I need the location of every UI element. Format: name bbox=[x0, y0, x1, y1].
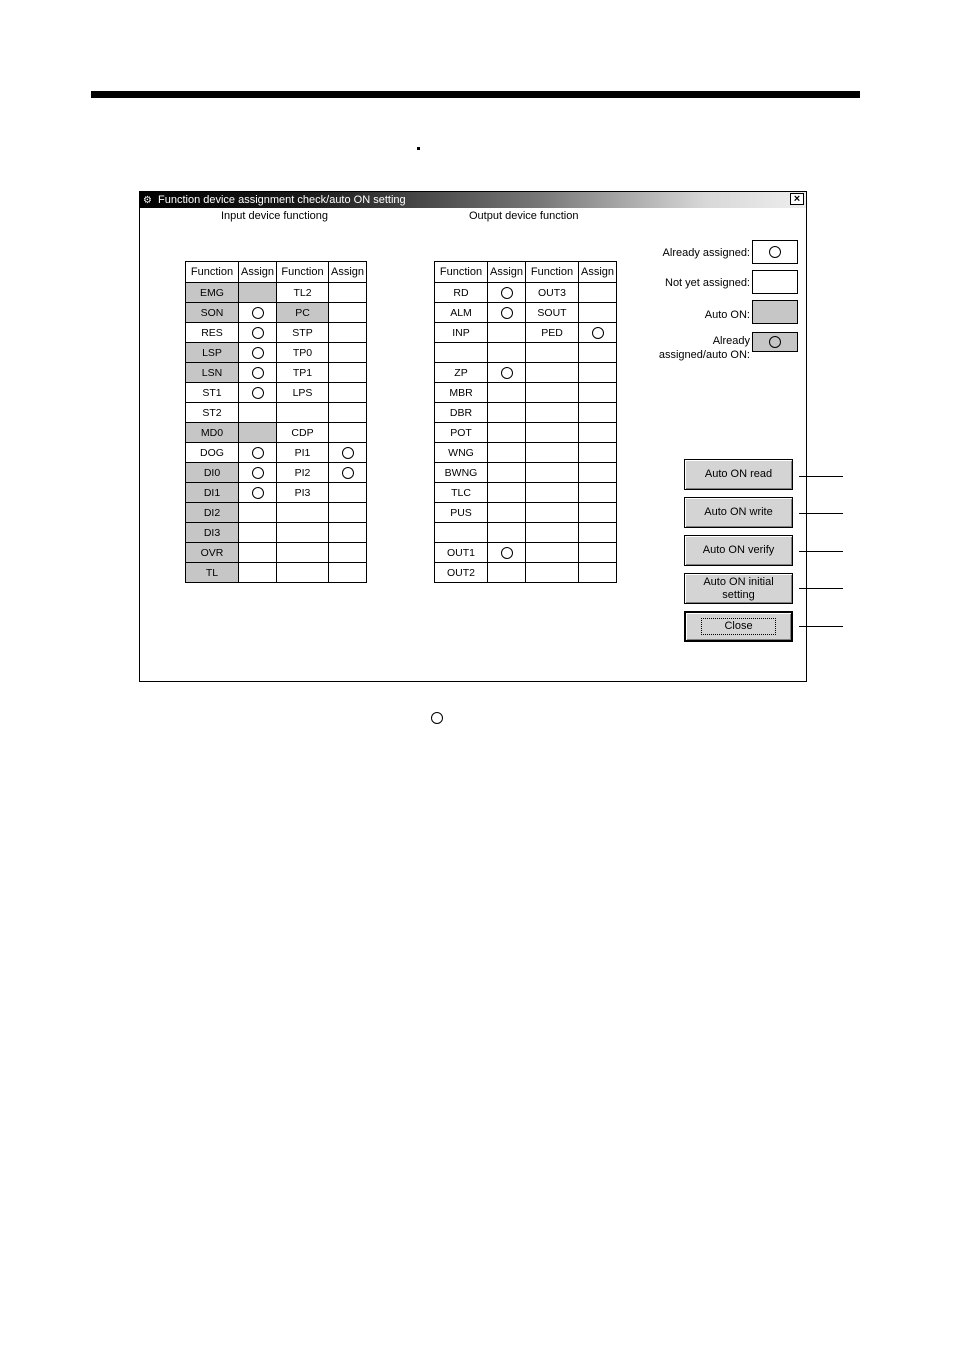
table-row bbox=[435, 523, 617, 543]
assign-cell bbox=[488, 423, 526, 443]
assign-cell bbox=[239, 463, 277, 483]
function-cell: LSP bbox=[186, 343, 239, 363]
function-cell: ST2 bbox=[186, 403, 239, 423]
assigned-circle-icon bbox=[592, 327, 604, 339]
function-cell: LSN bbox=[186, 363, 239, 383]
assigned-circle-icon bbox=[501, 547, 513, 559]
function-cell bbox=[277, 563, 329, 583]
function-cell: OUT2 bbox=[435, 563, 488, 583]
function-cell: WNG bbox=[435, 443, 488, 463]
assign-cell bbox=[329, 543, 367, 563]
function-cell bbox=[526, 563, 579, 583]
function-cell: OVR bbox=[186, 543, 239, 563]
function-cell bbox=[277, 403, 329, 423]
assign-cell bbox=[488, 383, 526, 403]
assign-cell bbox=[579, 443, 617, 463]
table-row bbox=[186, 423, 367, 443]
function-cell: TP1 bbox=[277, 363, 329, 383]
function-cell: DBR bbox=[435, 403, 488, 423]
assignment-dialog bbox=[139, 191, 807, 682]
app-icon: ⚙ bbox=[143, 195, 152, 206]
assign-cell bbox=[579, 403, 617, 423]
auto-on-initial-setting-button[interactable] bbox=[684, 573, 793, 604]
close-button-label: Close bbox=[701, 618, 775, 635]
assign-cell bbox=[239, 543, 277, 563]
callout-line-read bbox=[799, 476, 843, 477]
function-cell: PI1 bbox=[277, 443, 329, 463]
assign-cell bbox=[239, 523, 277, 543]
input-device-table bbox=[185, 261, 367, 583]
assign-cell bbox=[329, 463, 367, 483]
function-cell bbox=[277, 523, 329, 543]
assign-cell bbox=[579, 343, 617, 363]
assign-cell bbox=[239, 403, 277, 423]
table-row bbox=[435, 463, 617, 483]
function-cell: PUS bbox=[435, 503, 488, 523]
header-rule bbox=[91, 91, 860, 98]
assign-cell bbox=[329, 283, 367, 303]
function-cell: RD bbox=[435, 283, 488, 303]
assign-cell bbox=[488, 503, 526, 523]
assign-cell bbox=[579, 323, 617, 343]
function-cell bbox=[526, 503, 579, 523]
legend-already-auto-box bbox=[752, 332, 798, 352]
table-row bbox=[435, 403, 617, 423]
assign-cell bbox=[239, 423, 277, 443]
assign-cell bbox=[239, 343, 277, 363]
callout-line-write bbox=[799, 513, 843, 514]
function-cell bbox=[435, 523, 488, 543]
legend-already-auto-label-1: Already bbox=[712, 335, 750, 347]
function-cell: SON bbox=[186, 303, 239, 323]
function-cell: INP bbox=[435, 323, 488, 343]
assign-cell bbox=[488, 543, 526, 563]
assigned-circle-icon bbox=[501, 287, 513, 299]
assign-cell bbox=[488, 323, 526, 343]
callout-line-close bbox=[799, 626, 843, 627]
assigned-circle-icon bbox=[252, 367, 264, 379]
assigned-circle-icon bbox=[342, 467, 354, 479]
table-row bbox=[435, 423, 617, 443]
table-row bbox=[435, 323, 617, 343]
assigned-circle-icon bbox=[769, 336, 781, 348]
button-label-line-1: Auto ON initial bbox=[703, 575, 774, 588]
assign-cell bbox=[329, 523, 367, 543]
assign-cell bbox=[488, 483, 526, 503]
assign-cell bbox=[488, 463, 526, 483]
assign-cell bbox=[239, 383, 277, 403]
table-row bbox=[186, 303, 367, 323]
assigned-circle-icon bbox=[342, 447, 354, 459]
table-row bbox=[435, 443, 617, 463]
table-row bbox=[435, 563, 617, 583]
col-header-function: Function bbox=[526, 262, 579, 283]
legend-auto-on-box bbox=[752, 300, 798, 324]
assign-cell bbox=[579, 423, 617, 443]
assign-cell bbox=[579, 523, 617, 543]
window-title: Function device assignment check/auto ON setting bbox=[158, 194, 406, 206]
close-button[interactable] bbox=[684, 611, 793, 642]
table-row bbox=[435, 363, 617, 383]
function-cell bbox=[526, 403, 579, 423]
table-row bbox=[186, 463, 367, 483]
legend-already-auto-label-2: assigned/auto ON: bbox=[658, 349, 750, 361]
assign-cell bbox=[239, 283, 277, 303]
function-cell bbox=[277, 543, 329, 563]
legend-already-assigned-label: Already assigned: bbox=[662, 247, 750, 259]
function-cell: OUT1 bbox=[435, 543, 488, 563]
assign-cell bbox=[488, 523, 526, 543]
function-cell: EMG bbox=[186, 283, 239, 303]
function-cell: DI3 bbox=[186, 523, 239, 543]
assign-cell bbox=[239, 323, 277, 343]
assign-cell bbox=[329, 323, 367, 343]
function-cell: DI2 bbox=[186, 503, 239, 523]
table-row bbox=[186, 323, 367, 343]
function-cell bbox=[526, 343, 579, 363]
function-cell: DOG bbox=[186, 443, 239, 463]
assign-cell bbox=[329, 303, 367, 323]
assign-cell bbox=[579, 463, 617, 483]
col-header-function: Function bbox=[277, 262, 329, 283]
callout-line-initial bbox=[799, 588, 843, 589]
function-cell bbox=[277, 503, 329, 523]
assign-cell bbox=[579, 303, 617, 323]
col-header-function: Function bbox=[435, 262, 488, 283]
assign-cell bbox=[488, 563, 526, 583]
function-cell: TP0 bbox=[277, 343, 329, 363]
assign-cell bbox=[579, 483, 617, 503]
table-row bbox=[435, 283, 617, 303]
table-row bbox=[186, 283, 367, 303]
legend-auto-on-label: Auto ON: bbox=[704, 309, 750, 321]
table-row bbox=[435, 303, 617, 323]
assign-cell bbox=[579, 383, 617, 403]
function-cell: ST1 bbox=[186, 383, 239, 403]
function-cell: POT bbox=[435, 423, 488, 443]
function-cell: ZP bbox=[435, 363, 488, 383]
output-section-label: Output device function bbox=[469, 210, 579, 222]
assigned-circle-icon bbox=[252, 387, 264, 399]
assign-cell bbox=[329, 363, 367, 383]
assign-cell bbox=[488, 283, 526, 303]
function-cell bbox=[435, 343, 488, 363]
function-cell: MBR bbox=[435, 383, 488, 403]
col-header-assign: Assign bbox=[239, 262, 277, 283]
col-header-assign: Assign bbox=[579, 262, 617, 283]
function-cell: RES bbox=[186, 323, 239, 343]
assign-cell bbox=[488, 343, 526, 363]
assign-cell bbox=[239, 303, 277, 323]
legend-already-assigned-box bbox=[752, 240, 798, 264]
assign-cell bbox=[329, 423, 367, 443]
function-cell: PC bbox=[277, 303, 329, 323]
assigned-circle-icon bbox=[501, 367, 513, 379]
assign-cell bbox=[239, 363, 277, 383]
table-row bbox=[435, 383, 617, 403]
legend-not-yet-assigned-label: Not yet assigned: bbox=[665, 277, 750, 289]
table-row bbox=[435, 343, 617, 363]
assign-cell bbox=[579, 503, 617, 523]
auto-on-verify-button[interactable]: Auto ON verify bbox=[684, 535, 793, 566]
table-row bbox=[186, 563, 367, 583]
table-row bbox=[186, 383, 367, 403]
title-bar[interactable] bbox=[140, 192, 806, 208]
table-row bbox=[186, 403, 367, 423]
assign-cell bbox=[329, 343, 367, 363]
assigned-circle-icon bbox=[252, 447, 264, 459]
table-row bbox=[186, 483, 367, 503]
function-cell bbox=[526, 423, 579, 443]
auto-on-read-button[interactable]: Auto ON read bbox=[684, 459, 793, 490]
function-cell: PI3 bbox=[277, 483, 329, 503]
table-row bbox=[186, 523, 367, 543]
assign-cell bbox=[329, 503, 367, 523]
bullet-mark bbox=[417, 147, 420, 150]
assigned-circle-icon bbox=[501, 307, 513, 319]
auto-on-write-button[interactable]: Auto ON write bbox=[684, 497, 793, 528]
function-cell: DI0 bbox=[186, 463, 239, 483]
assigned-circle-icon bbox=[252, 327, 264, 339]
function-cell: LPS bbox=[277, 383, 329, 403]
input-section-label: Input device functiong bbox=[221, 210, 329, 222]
assign-cell bbox=[488, 443, 526, 463]
function-cell: BWNG bbox=[435, 463, 488, 483]
function-cell: MD0 bbox=[186, 423, 239, 443]
callout-line-verify bbox=[799, 551, 843, 552]
table-row bbox=[435, 503, 617, 523]
function-cell: OUT3 bbox=[526, 283, 579, 303]
function-cell: PI2 bbox=[277, 463, 329, 483]
function-cell bbox=[526, 443, 579, 463]
assigned-circle-icon bbox=[252, 347, 264, 359]
function-cell: TL bbox=[186, 563, 239, 583]
function-cell: PED bbox=[526, 323, 579, 343]
table-row bbox=[186, 363, 367, 383]
table-row bbox=[186, 543, 367, 563]
legend-not-yet-assigned-box bbox=[752, 270, 798, 294]
assign-cell bbox=[239, 503, 277, 523]
table-row bbox=[435, 543, 617, 563]
function-cell: DI1 bbox=[186, 483, 239, 503]
table-row bbox=[186, 343, 367, 363]
function-cell: STP bbox=[277, 323, 329, 343]
assigned-circle-icon bbox=[252, 487, 264, 499]
output-device-table bbox=[434, 261, 617, 583]
function-cell bbox=[526, 463, 579, 483]
function-cell: SOUT bbox=[526, 303, 579, 323]
function-cell: CDP bbox=[277, 423, 329, 443]
assign-cell bbox=[239, 483, 277, 503]
assign-cell bbox=[579, 543, 617, 563]
table-row bbox=[186, 443, 367, 463]
close-icon[interactable]: × bbox=[790, 193, 804, 205]
assign-cell bbox=[329, 483, 367, 503]
assigned-circle-icon bbox=[431, 712, 443, 724]
assigned-circle-icon bbox=[252, 467, 264, 479]
assign-cell bbox=[579, 563, 617, 583]
assign-cell bbox=[488, 363, 526, 383]
function-cell bbox=[526, 363, 579, 383]
assign-cell bbox=[239, 443, 277, 463]
assign-cell bbox=[488, 303, 526, 323]
assign-cell bbox=[329, 403, 367, 423]
assign-cell bbox=[329, 383, 367, 403]
assign-cell bbox=[329, 443, 367, 463]
function-cell bbox=[526, 543, 579, 563]
assign-cell bbox=[579, 283, 617, 303]
assign-cell bbox=[579, 363, 617, 383]
col-header-assign: Assign bbox=[329, 262, 367, 283]
assign-cell bbox=[239, 563, 277, 583]
function-cell: ALM bbox=[435, 303, 488, 323]
assigned-circle-icon bbox=[769, 246, 781, 258]
function-cell: TL2 bbox=[277, 283, 329, 303]
function-cell bbox=[526, 523, 579, 543]
assigned-circle-icon bbox=[252, 307, 264, 319]
table-row bbox=[435, 483, 617, 503]
function-cell bbox=[526, 483, 579, 503]
button-label-line-2: setting bbox=[722, 588, 755, 601]
col-header-function: Function bbox=[186, 262, 239, 283]
function-cell: TLC bbox=[435, 483, 488, 503]
assign-cell bbox=[329, 563, 367, 583]
col-header-assign: Assign bbox=[488, 262, 526, 283]
function-cell bbox=[526, 383, 579, 403]
assign-cell bbox=[488, 403, 526, 423]
table-row bbox=[186, 503, 367, 523]
